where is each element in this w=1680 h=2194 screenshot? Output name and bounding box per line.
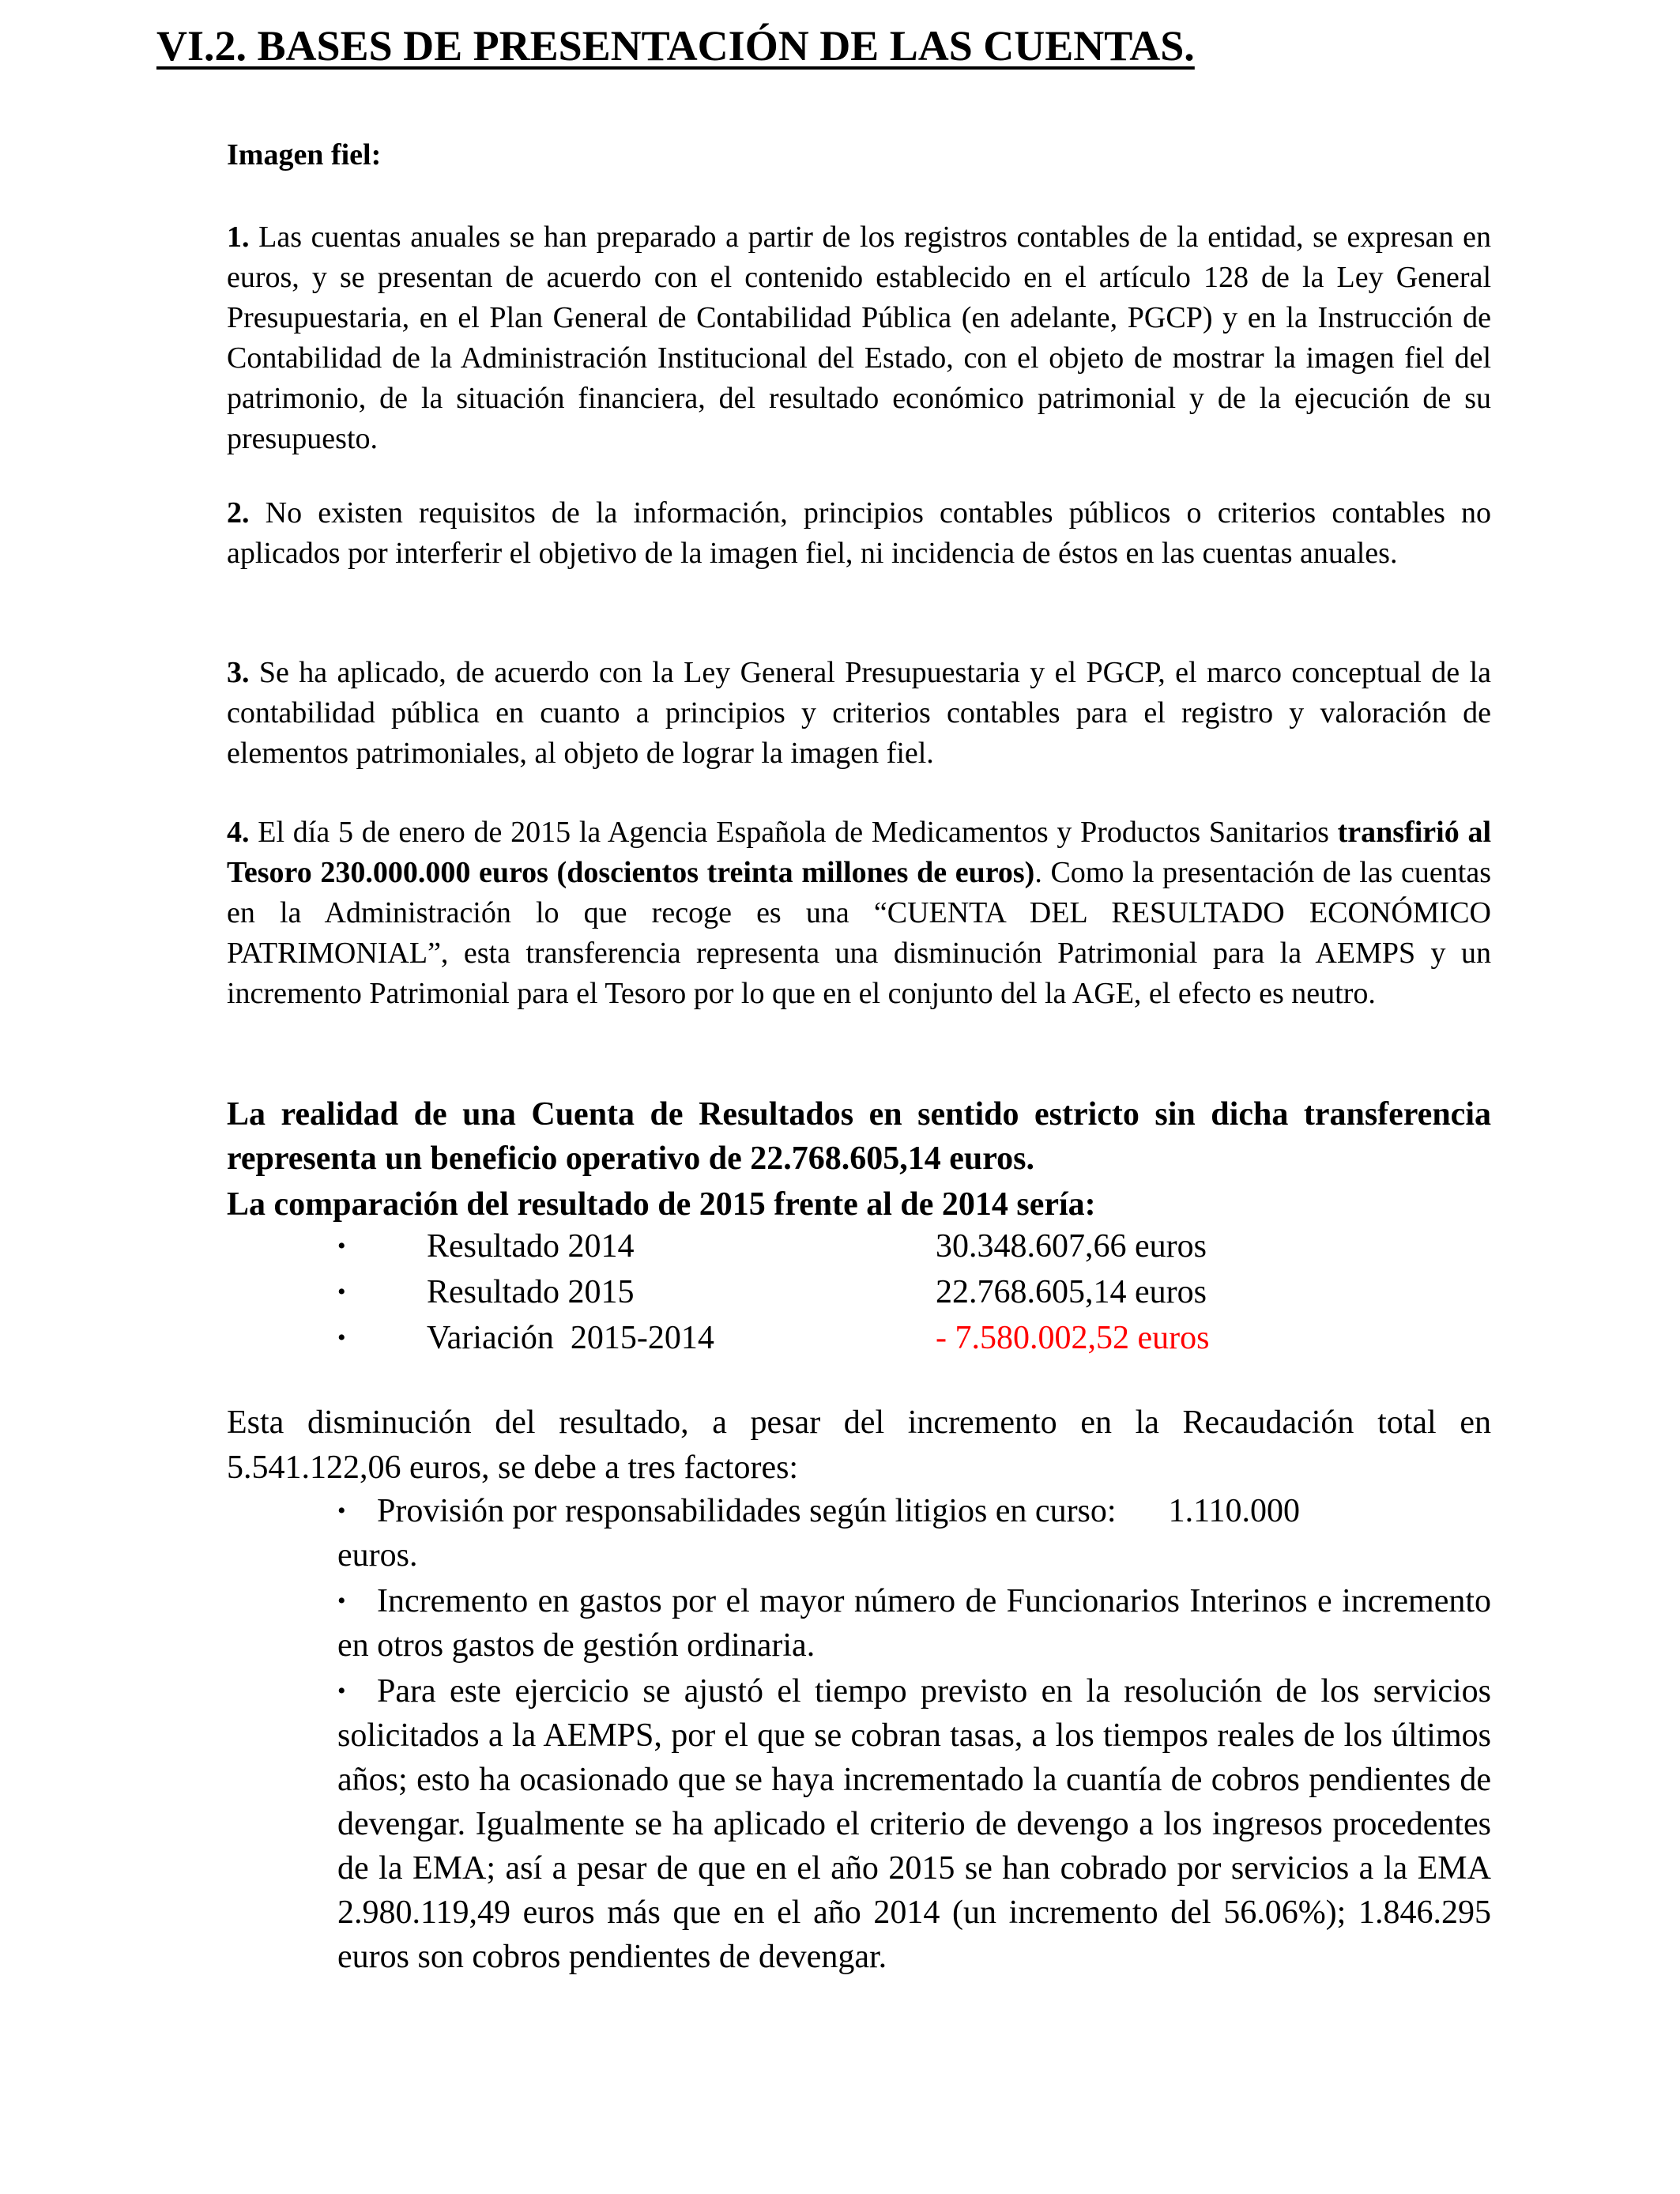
paragraph-text: El día 5 de enero de 2015 la Agencia Española de Medicamentos y Productos Sanitarios	[249, 816, 1338, 849]
result-label: Resultado 2015	[427, 1274, 635, 1310]
paragraph-text: Las cuentas anuales se han preparado a partir de los registros contables de la entidad, se expresan en euros, y se presentan de acuerdo con el contenido establecido en el artículo 128 de la Ley General Presupuestaria, en el Plan General de Contabilidad Pública (en adelante, PGCP) y en la Instrucción de Contabilidad de la Administración Institucional del Estado, con el objeto de mostrar la imagen fiel del patrimonio, de la situación financiera, del resultado económico patrimonial y de la ejecución de su presupuesto.	[227, 221, 1491, 455]
paragraph-number: 4.	[227, 816, 250, 849]
results-row	[227, 1315, 1491, 1361]
results-row	[227, 1223, 1491, 1269]
result-label: Resultado 2014	[427, 1228, 635, 1265]
bullet-icon: •	[337, 1588, 346, 1614]
highlight-statement: La realidad de una Cuenta de Resultados en sentido estricto sin dicha transferencia representa un beneficio operativo de 22.768.605,14 euros.	[227, 1096, 1491, 1177]
paragraph-bold-text: transfirió al Tesoro 230.000.000 euros (doscientos treinta millones de euros)	[227, 816, 1491, 889]
factor-text: Provisión por responsabilidades según litigios en curso:	[377, 1493, 1117, 1529]
paragraph-number: 2.	[227, 496, 250, 530]
paragraph-4	[227, 812, 1491, 1014]
factor-amount: 1.110.000	[1168, 1493, 1301, 1529]
factor-text: Para este ejercicio se ajustó el tiempo previsto en la resolución de los servicios solicitados a la AEMPS, por el que se cobran tasas, a los tiempos reales de los últimos años; esto ha ocasionado que se haya incrementado la cuantía de cobros pendientes de devengar. Igualmente se ha aplicado el criterio de devengo a los ingresos procedentes de la EMA; así a pesar de que en el año 2015 se han cobrado por servicios a la EMA 2.980.119,49 euros más que en el año 2014 (un incremento del 56.06%); 1.846.295 euros son cobros pendientes de devengar.	[337, 1673, 1491, 1975]
results-row	[227, 1269, 1491, 1315]
comparison-heading: La comparación del resultado de 2015 frente al de 2014 sería:	[227, 1186, 1096, 1223]
factor-item	[337, 1669, 1491, 1979]
bullet-icon: •	[337, 1498, 346, 1524]
paragraph-text: . Como la presentación de las cuentas en la Administración lo que recoge es una “CUENTA DEL RESULTADO ECONÓMICO PATRIMONIAL”, esta transferencia representa una disminución Patrimonial para la AEMPS y un incremento Patrimonial para el Tesoro por lo que en el conjunto del la AGE, el efecto es neutro.	[227, 856, 1492, 1010]
result-value: 22.768.605,14 euros	[936, 1274, 1207, 1310]
paragraph-number: 3.	[227, 656, 250, 689]
results-list	[227, 1223, 1491, 1361]
result-value: 30.348.607,66 euros	[936, 1228, 1207, 1265]
factor-amount-suffix: euros.	[337, 1537, 418, 1574]
factors-list	[337, 1489, 1491, 1981]
paragraph-2	[227, 493, 1491, 574]
bullet-icon: •	[337, 1279, 346, 1305]
paragraph-text: No existen requisitos de la información, principios contables públicos o criterios contables no aplicados por interferir el objetivo de la imagen fiel, ni incidencia de éstos en las cuentas anuales.	[227, 496, 1491, 570]
factor-text: Incremento en gastos por el mayor número de Funcionarios Interinos e incremento en otros gastos de gestión ordinaria.	[337, 1583, 1491, 1664]
factors-intro: Esta disminución del resultado, a pesar del incremento en la Recaudación total en 5.541.122,06 euros, se debe a tres factores:	[227, 1404, 1491, 1486]
bullet-icon: •	[337, 1678, 346, 1704]
paragraph-3	[227, 653, 1491, 774]
paragraph-text: Se ha aplicado, de acuerdo con la Ley General Presupuestaria y el PGCP, el marco conceptual de la contabilidad pública en cuanto a principios y criterios contables para el registro y valoración de elementos patrimoniales, al objeto de lograr la imagen fiel.	[227, 656, 1491, 770]
bullet-icon: •	[337, 1233, 346, 1259]
result-variation-value: - 7.580.002,52 euros	[936, 1320, 1210, 1356]
section-subheading: Imagen fiel:	[227, 138, 382, 172]
paragraph-number: 1.	[227, 221, 250, 254]
factor-item	[337, 1579, 1491, 1668]
paragraph-1	[227, 217, 1491, 459]
result-label: Variación 2015-2014	[427, 1320, 714, 1356]
page-title: VI.2. BASES DE PRESENTACIÓN DE LAS CUENTAS.	[156, 22, 1195, 70]
bullet-icon: •	[337, 1325, 346, 1351]
factor-item	[337, 1489, 1491, 1578]
